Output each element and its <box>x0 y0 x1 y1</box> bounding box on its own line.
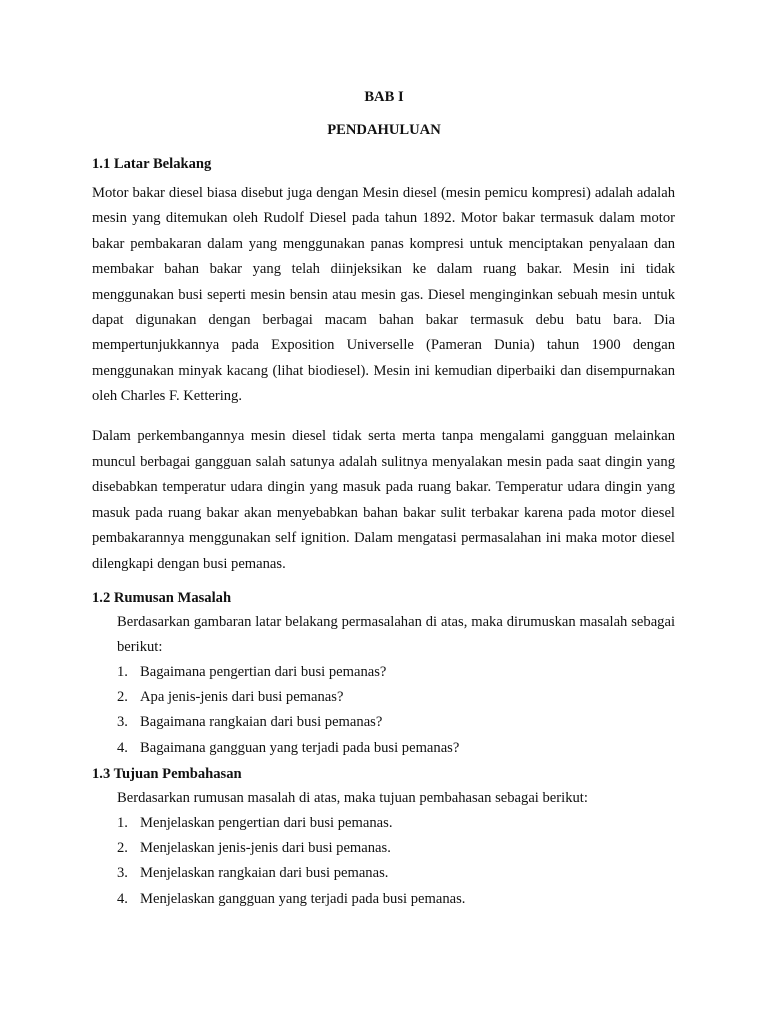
list-text: Menjelaskan pengertian dari busi pemanas. <box>140 815 393 831</box>
paragraph-latar-belakang-2: Dalam perkembangannya mesin diesel tidak serta merta tanpa mengalami gangguan melainkan muncul berbagai gangguan salah satunya adalah sulitnya menyalakan mesin pada saat dingin yang disebabkan temperatur udara dingin yang masuk pada ruang bakar. Temperatur udara dingin yang masuk pada ruang bakar akan menyebabkan bahan bakar sulit terbakar karena pada motor diesel pembakarannya menggunakan self ignition. Dalam mengatasi permasalahan ini maka motor diesel dilengkapi dengan busi pemanas. <box>92 428 675 572</box>
tujuan-pembahasan-list <box>117 811 675 912</box>
section-heading-rumusan-masalah: 1.2 Rumusan Masalah <box>92 590 232 606</box>
list-item <box>117 836 675 861</box>
section-heading-tujuan-pembahasan: 1.3 Tujuan Pembahasan <box>92 766 242 782</box>
paragraph-latar-belakang-1: Motor bakar diesel biasa disebut juga dengan Mesin diesel (mesin pemicu kompresi) adalah adalah mesin yang ditemukan oleh Rudolf Diesel pada tahun 1892. Motor bakar termasuk dalam motor bakar pembakaran dalam yang menggunakan panas kompresi untuk menciptakan penyalaan dan membakar bahan bakar yang telah diinjeksikan ke dalam ruang bakar. Mesin ini tidak menggunakan busi seperti mesin bensin atau mesin gas. Diesel menginginkan sebuah mesin untuk dapat digunakan dengan berbagai macam bahan bakar termasuk debu batu bara. Dia mempertunjukkannya pada Exposition Universelle (Pameran Dunia) tahun 1900 dengan menggunakan minyak kacang (lihat biodiesel). Mesin ini kemudian diperbaiki dan disempurnakan oleh Charles F. Kettering. <box>92 185 675 405</box>
list-item <box>117 887 675 912</box>
list-number: 2. <box>117 689 128 706</box>
list-text: Menjelaskan gangguan yang terjadi pada busi pemanas. <box>140 890 466 907</box>
list-text: Menjelaskan rangkaian dari busi pemanas. <box>140 865 389 882</box>
list-item <box>117 811 675 836</box>
list-number: 2. <box>117 840 128 857</box>
list-item <box>117 710 675 735</box>
list-number: 1. <box>117 815 128 831</box>
list-item <box>117 861 675 886</box>
list-number: 3. <box>117 714 128 731</box>
list-number: 3. <box>117 865 128 882</box>
list-text: Bagaimana pengertian dari busi pemanas? <box>140 664 387 680</box>
list-item <box>117 685 675 710</box>
list-item <box>117 660 675 685</box>
list-number: 4. <box>117 739 128 756</box>
list-text: Apa jenis-jenis dari busi pemanas? <box>140 689 344 706</box>
list-text: Bagaimana gangguan yang terjadi pada busi pemanas? <box>140 739 460 756</box>
section-heading-latar-belakang: 1.1 Latar Belakang <box>92 156 212 172</box>
list-item <box>117 736 675 761</box>
list-text: Bagaimana rangkaian dari busi pemanas? <box>140 714 383 731</box>
rumusan-masalah-intro: Berdasarkan gambaran latar belakang permasalahan di atas, maka dirumuskan masalah sebagai berikut: <box>117 614 675 656</box>
list-number: 4. <box>117 890 128 907</box>
list-number: 1. <box>117 664 128 680</box>
list-text: Menjelaskan jenis-jenis dari busi pemanas. <box>140 840 391 857</box>
rumusan-masalah-list <box>117 660 675 761</box>
chapter-label: BAB I <box>364 89 404 105</box>
tujuan-pembahasan-intro: Berdasarkan rumusan masalah di atas, maka tujuan pembahasan sebagai berikut: <box>117 790 588 806</box>
chapter-title: PENDAHULUAN <box>327 122 441 138</box>
